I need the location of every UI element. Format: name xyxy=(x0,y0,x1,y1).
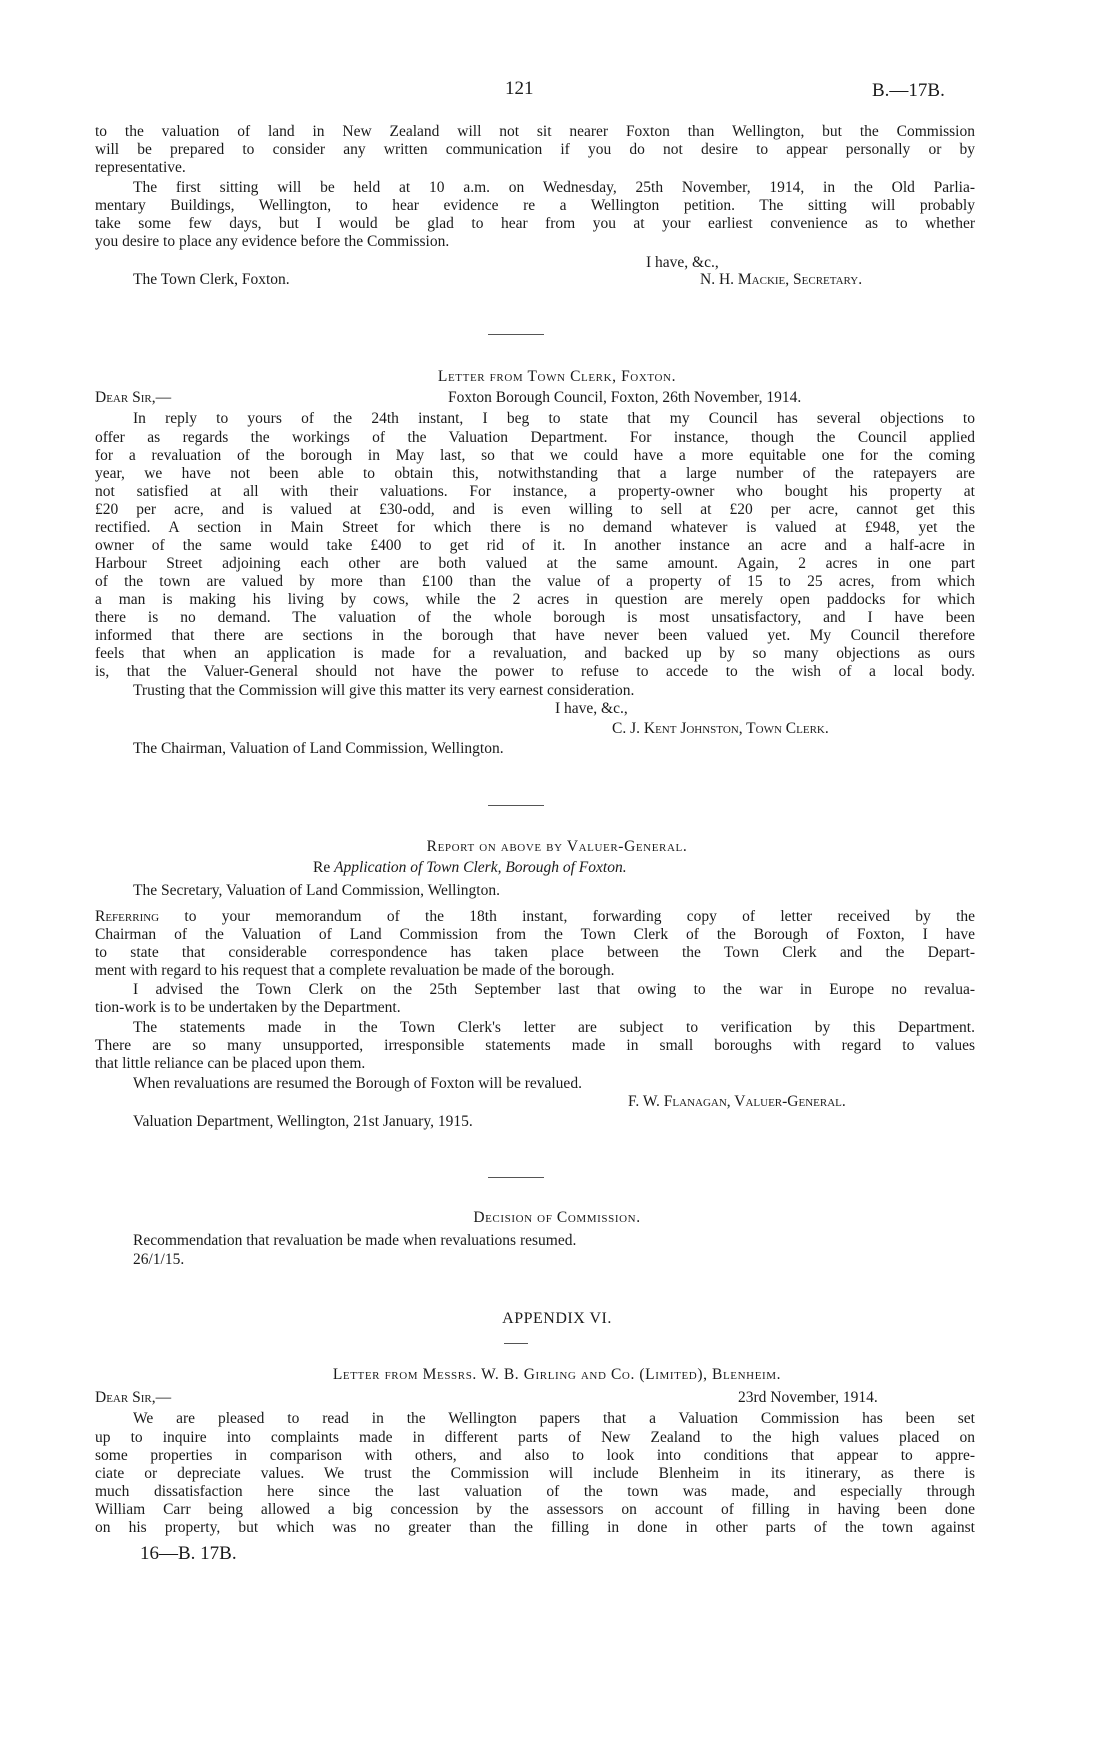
report-dateline: Valuation Department, Wellington, 21st January, 1915. xyxy=(133,1113,473,1130)
page-number: 121 xyxy=(505,78,534,99)
report-line-4: ment with regard to his request that a complete revaluation be made of the borough. xyxy=(95,962,615,979)
tc-line-10: of the town are valued by more than £100 than the value of a property of 15 to 25 acres, from which xyxy=(95,573,975,590)
decision-heading: Decision of Commission. xyxy=(473,1209,641,1226)
town-clerk-signature: C. J. Kent Johnston, Town Clerk. xyxy=(612,720,829,737)
report-subheading xyxy=(313,859,627,877)
report-line-2: Chairman of the Valuation of Land Commission from the Town Clerk of the Borough of Foxton, I have xyxy=(95,926,975,943)
footer-signature-mark: 16—B. 17B. xyxy=(140,1543,237,1564)
divider xyxy=(488,805,544,806)
town-clerk-salutation: Dear Sir,— xyxy=(95,389,172,406)
report-signature: F. W. Flanagan, Valuer-General. xyxy=(628,1093,846,1110)
appendix-date: 23rd November, 1914. xyxy=(738,1389,878,1406)
decision-date: 26/1/15. xyxy=(133,1251,185,1268)
appendix-line-5: much dissatisfaction here since the last valuation of the town was made, and especially through xyxy=(95,1483,975,1500)
report-line-5: I advised the Town Clerk on the 25th September last that owing to the war in Europe no revalua- xyxy=(133,981,975,998)
top-addressee: The Town Clerk, Foxton. xyxy=(133,271,290,288)
appendix-salutation: Dear Sir,— xyxy=(95,1389,172,1406)
tc-line-2: offer as regards the workings of the Valuation Department. For instance, though the Council applied xyxy=(95,429,975,446)
top-signature: N. H. Mackie, Secretary. xyxy=(700,271,863,288)
divider xyxy=(504,1343,528,1344)
report-line-1 xyxy=(95,907,975,926)
document-reference: B.—17B. xyxy=(872,80,945,101)
tc-line-3: for a revaluation of the borough in May last, so that we could have a more equitable one for the coming xyxy=(95,447,975,464)
appendix-title: APPENDIX VI. xyxy=(502,1310,612,1327)
report-line-7: The statements made in the Town Clerk's letter are subject to verification by this Department. xyxy=(133,1019,975,1036)
tc-line-7: rectified. A section in Main Street for which there is no demand whatever is valued at £948, yet the xyxy=(95,519,975,536)
tc-line-11: a man is making his living by cows, while the 2 acres in question are merely open paddocks for which xyxy=(95,591,975,608)
divider xyxy=(488,1177,544,1178)
town-clerk-letter-heading: Letter from Town Clerk, Foxton. xyxy=(437,368,677,385)
town-clerk-dateline: Foxton Borough Council, Foxton, 26th November, 1914. xyxy=(448,389,802,406)
appendix-line-6: William Carr being allowed a big concession by the assessors on account of filling in having been done xyxy=(95,1501,975,1518)
report-first-word: Referring xyxy=(95,908,160,925)
tc-line-13: informed that there are sections in the borough that have never been valued yet. My Council therefore xyxy=(95,627,975,644)
top-line-4: The first sitting will be held at 10 a.m. on Wednesday, 25th November, 1914, in the Old Parlia- xyxy=(133,179,975,196)
report-line-3: to state that considerable correspondence has taken place between the Town Clerk and the Depart- xyxy=(95,944,975,961)
report-subheading-prefix: Re xyxy=(313,859,331,876)
tc-line-5: not satisfied at all with their valuations. For instance, a property-owner who bought his property at xyxy=(95,483,975,500)
appendix-line-2: up to inquire into complaints made in different parts of New Zealand to the high values placed on xyxy=(95,1429,975,1446)
report-addressee: The Secretary, Valuation of Land Commission, Wellington. xyxy=(133,882,500,899)
top-line-1: to the valuation of land in New Zealand will not sit nearer Foxton than Wellington, but the Commission xyxy=(95,123,975,140)
top-line-7: you desire to place any evidence before the Commission. xyxy=(95,233,450,250)
tc-line-16: Trusting that the Commission will give this matter its very earnest consideration. xyxy=(133,682,635,699)
top-line-5: mentary Buildings, Wellington, to hear evidence re a Wellington petition. The sitting will probably xyxy=(95,197,975,214)
appendix-line-1: We are pleased to read in the Wellington papers that a Valuation Commission has been set xyxy=(133,1410,975,1427)
report-line-10: When revaluations are resumed the Borough of Foxton will be revalued. xyxy=(133,1075,582,1092)
tc-line-1: In reply to yours of the 24th instant, I beg to state that my Council has several objections to xyxy=(133,410,975,427)
report-heading: Report on above by Valuer-General. xyxy=(426,838,688,855)
tc-line-9: Harbour Street adjoining each other are both valued at the same amount. Again, 2 acres in one part xyxy=(95,555,975,572)
report-line-9: that little reliance can be placed upon them. xyxy=(95,1055,366,1072)
appendix-heading: Letter from Messrs. W. B. Girling and Co. (Limited), Blenheim. xyxy=(332,1366,782,1383)
report-subheading-italic: Application of Town Clerk, Borough of Foxton. xyxy=(334,859,627,876)
appendix-line-7: on his property, but which was no greater than the filling in done in other parts of the town against xyxy=(95,1519,975,1536)
tc-line-4: year, we have not been able to obtain this, notwithstanding that a large number of the ratepayers are xyxy=(95,465,975,482)
tc-line-8: owner of the same would take £400 to get rid of it. In another instance an acre and a half-acre in xyxy=(95,537,975,554)
tc-line-6: £20 per acre, and is valued at £30-odd, and is even willing to sell at £20 per acre, cannot get this xyxy=(95,501,975,518)
tc-line-14: feels that when an application is made for a revaluation, and backed up by so many objections as ours xyxy=(95,645,975,662)
tc-line-12: there is no demand. The valuation of the whole borough is most unsatisfactory, and I have been xyxy=(95,609,975,626)
top-closing: I have, &c., xyxy=(646,254,719,271)
appendix-line-4: ciate or depreciate values. We trust the Commission will include Blenheim in its itinerary, as there is xyxy=(95,1465,975,1482)
top-line-6: take some few days, but I would be glad to hear from you at your earliest convenience as to whether xyxy=(95,215,975,232)
report-first-line-rest: to your memorandum of the 18th instant, forwarding copy of letter received by the xyxy=(184,908,976,925)
appendix-line-3: some properties in comparison with others, and also to look into conditions that appear to appre- xyxy=(95,1447,975,1464)
report-line-8: There are so many unsupported, irresponsible statements made in small boroughs with regard to values xyxy=(95,1037,975,1054)
decision-text: Recommendation that revaluation be made when revaluations resumed. xyxy=(133,1232,577,1249)
town-clerk-addressee: The Chairman, Valuation of Land Commission, Wellington. xyxy=(133,740,504,757)
tc-line-15: is, that the Valuer-General should not have the power to refuse to accede to the wish of a local body. xyxy=(95,663,975,680)
town-clerk-closing: I have, &c., xyxy=(555,700,628,717)
divider xyxy=(488,334,544,335)
top-line-2: will be prepared to consider any written communication if you do not desire to appear personally or by xyxy=(95,141,975,158)
report-line-6: tion-work is to be undertaken by the Department. xyxy=(95,999,401,1016)
top-line-3: representative. xyxy=(95,159,186,176)
